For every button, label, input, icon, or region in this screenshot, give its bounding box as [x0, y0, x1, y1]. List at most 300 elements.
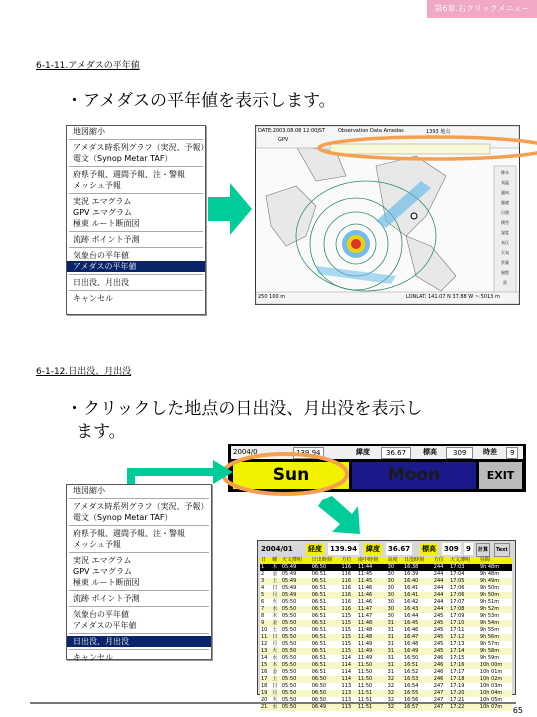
table-cell: 16:45 [403, 620, 419, 626]
table-cell: 16:41 [403, 592, 419, 598]
menu-separator [69, 139, 203, 140]
table-cell: 17:04 [450, 571, 465, 577]
cal-lat-label: 緯度 [366, 545, 380, 553]
table-cell: 30 [387, 585, 395, 591]
table-cell: 16:39 [403, 571, 419, 577]
section1-item[interactable]: GPV エマグラム [73, 208, 132, 217]
table-cell: 10h 03m [479, 683, 503, 689]
section2-item[interactable]: 気象台の平年値 [73, 610, 129, 619]
table-cell: 11:45 [357, 571, 373, 577]
map-side-tab[interactable]: 風向 [501, 190, 509, 195]
table-cell: 05:49 [281, 564, 297, 570]
bar-tz[interactable]: 9 [506, 447, 518, 459]
table-row [260, 634, 512, 641]
table-cell: 9h 54m [479, 620, 500, 626]
menu-separator [69, 590, 209, 591]
table-cell: 247 [433, 697, 444, 703]
table-cell: 05:50 [281, 599, 297, 605]
table-cell: 31 [387, 662, 395, 668]
sun-calendar-window [257, 540, 516, 710]
table-cell: 30 [387, 599, 395, 605]
table-cell: 31 [387, 634, 395, 640]
table-cell: 06:51 [311, 592, 327, 598]
table-cell: 土 [272, 578, 278, 584]
table-cell: 2 [261, 571, 265, 577]
cal-text-button[interactable]: Text [494, 543, 510, 557]
table-row [260, 676, 512, 683]
table-cell: 10 [261, 627, 268, 633]
table-cell: 17:14 [450, 648, 465, 654]
table-cell: 9h 49m [479, 578, 500, 584]
section1-item[interactable]: 極東 ルート断面図 [73, 219, 140, 228]
table-cell: 10h 00m [479, 662, 503, 668]
map-side-tab[interactable]: 雷 [503, 280, 507, 285]
table-cell: 11:51 [357, 697, 373, 703]
footer-rule [30, 702, 516, 704]
table-header-cell: 天文薄明 [449, 557, 479, 564]
table-cell: 115 [341, 648, 352, 654]
table-row [260, 571, 512, 578]
table-cell: 17:20 [450, 690, 465, 696]
table-cell: 05:49 [281, 578, 297, 584]
table-cell: 06:51 [311, 627, 327, 633]
table-header-cell: 日 [260, 557, 271, 564]
section1-item[interactable]: 実況 エマグラム [73, 197, 132, 206]
table-cell: 06:51 [311, 662, 327, 668]
table-cell: 116 [341, 571, 352, 577]
table-cell: 4 [261, 585, 265, 591]
table-cell: 17:06 [450, 585, 465, 591]
bar-tz-label: 時差 [483, 448, 497, 456]
table-cell: 06:51 [311, 669, 327, 675]
table-cell: 114 [341, 676, 352, 682]
table-cell: 11:47 [357, 613, 373, 619]
table-cell: 11:51 [357, 690, 373, 696]
map-scale: 250 100 m [258, 294, 286, 300]
table-row [260, 564, 512, 571]
table-row [260, 606, 512, 613]
chapter-tag: 第6章.右クリックメニュー [427, 0, 537, 18]
table-cell: 14 [261, 655, 268, 661]
table-cell: 115 [341, 634, 352, 640]
map-side-tab[interactable]: 視程 [501, 270, 509, 275]
table-cell: 16:51 [403, 662, 419, 668]
table-cell: 8 [261, 613, 265, 619]
section2-item[interactable]: アメダス時系列グラフ（実況、予報） [73, 502, 209, 511]
table-header-cell: 曜 [271, 557, 281, 564]
table-cell: 火 [272, 697, 278, 703]
table-cell: 日 [272, 683, 278, 689]
table-cell: 11:46 [357, 585, 373, 591]
menu-separator [69, 649, 209, 650]
table-cell: 12 [261, 641, 268, 647]
table-cell: 05:50 [281, 697, 297, 703]
map-side-tab[interactable]: 風速 [501, 200, 509, 205]
table-cell: 水 [272, 704, 278, 710]
table-cell: 05:50 [281, 620, 297, 626]
bar-lat-label: 緯度 [356, 448, 370, 456]
table-cell: 17:17 [450, 669, 465, 675]
table-cell: 16 [261, 669, 268, 675]
table-cell: 245 [433, 634, 444, 640]
table-cell: 06:51 [311, 634, 327, 640]
table-cell: 20 [261, 697, 268, 703]
map-gpv-label[interactable]: GPV [278, 137, 289, 143]
sun-button[interactable]: Sun [233, 462, 349, 489]
bar-lat[interactable]: 36.67 [381, 447, 411, 459]
section-title-1: 6-1-11.アメダスの平年値 [36, 61, 140, 71]
table-cell: 06:51 [311, 641, 327, 647]
table-cell: 05:50 [281, 655, 297, 661]
table-cell: 116 [341, 578, 352, 584]
table-cell: 245 [433, 641, 444, 647]
table-row [260, 578, 512, 585]
table-cell: 244 [433, 564, 444, 570]
table-cell: 06:51 [311, 613, 327, 619]
table-cell: 木 [272, 613, 278, 619]
table-header-cell: 南中時刻 [357, 557, 387, 564]
menu-separator [69, 231, 203, 232]
table-cell: 16:43 [403, 606, 419, 612]
table-cell: 246 [433, 662, 444, 668]
table-cell: 13 [261, 648, 268, 654]
table-cell: 11:49 [357, 655, 373, 661]
table-cell: 9h 55m [479, 627, 500, 633]
table-cell: 17:13 [450, 641, 465, 647]
table-cell: 116 [341, 585, 352, 591]
table-cell: 116 [341, 599, 352, 605]
table-cell: 日 [272, 585, 278, 591]
table-cell: 30 [387, 564, 395, 570]
table-cell: 116 [341, 564, 352, 570]
table-cell: 114 [341, 662, 352, 668]
table-cell: 木 [272, 564, 278, 570]
table-cell: 16:49 [403, 648, 419, 654]
table-cell: 05:49 [281, 571, 297, 577]
menu-separator [69, 193, 203, 194]
table-cell: 6 [261, 599, 265, 605]
table-cell: 245 [433, 627, 444, 633]
table-cell: 16:56 [403, 697, 419, 703]
table-cell: 16:53 [403, 676, 419, 682]
cal-lat[interactable]: 36.67 [388, 545, 411, 553]
table-cell: 31 [387, 669, 395, 675]
section2-item[interactable]: 流跡 ポイント予測 [73, 594, 140, 603]
table-cell: 32 [387, 697, 395, 703]
table-cell: 114 [341, 655, 352, 661]
bar-lon[interactable]: 139.94 [293, 447, 324, 459]
table-cell: 11:46 [357, 599, 373, 605]
table-cell: 246 [433, 676, 444, 682]
section2-item[interactable]: 地図縮小 [73, 486, 105, 495]
context-menu-2 [66, 484, 212, 660]
table-cell: 17:22 [450, 704, 465, 710]
table-cell: 17:03 [450, 564, 465, 570]
table-cell: 113 [341, 704, 352, 710]
table-cell: 11:48 [357, 634, 373, 640]
table-cell: 05:50 [281, 634, 297, 640]
table-cell: 火 [272, 599, 278, 605]
table-cell: 06:51 [311, 599, 327, 605]
map-side-tab[interactable]: 湿度 [501, 230, 509, 235]
table-cell: 05:50 [281, 648, 297, 654]
cal-date: 2004/01 [261, 545, 293, 553]
section2-item[interactable]: アメダスの平年値 [73, 621, 137, 630]
table-cell: 244 [433, 592, 444, 598]
table-cell: 16:52 [403, 669, 419, 675]
map-side-tab[interactable]: 気温 [501, 180, 509, 185]
table-cell: 05:50 [281, 683, 297, 689]
table-row [260, 620, 512, 627]
table-cell: 30 [387, 578, 395, 584]
table-cell: 17:05 [450, 578, 465, 584]
cal-lon-label: 経度 [308, 545, 322, 553]
table-row [260, 669, 512, 676]
table-cell: 05:50 [281, 690, 297, 696]
table-row [260, 627, 512, 634]
table-cell: 18 [261, 683, 268, 689]
table-header-cell: 天文薄明 [281, 557, 311, 564]
cal-tz[interactable]: 9 [466, 545, 471, 553]
table-cell: 11:50 [357, 676, 373, 682]
moon-button[interactable]: Moon [352, 462, 476, 489]
table-cell: 31 [387, 627, 395, 633]
table-cell: 05:50 [281, 662, 297, 668]
table-cell: 9h 56m [479, 634, 500, 640]
table-cell: 06:50 [311, 690, 327, 696]
table-cell: 9h 50m [479, 585, 500, 591]
table-row [260, 613, 512, 620]
table-cell: 245 [433, 620, 444, 626]
table-cell: 11:49 [357, 641, 373, 647]
map-side-tab[interactable]: 気圧 [501, 240, 509, 245]
map-side-tab[interactable]: 積雪 [501, 220, 509, 225]
table-cell: 7 [261, 606, 265, 612]
table-cell: 9h 48m [479, 564, 500, 570]
table-cell: 06:51 [311, 648, 327, 654]
table-cell: 246 [433, 655, 444, 661]
menu-separator [69, 498, 209, 499]
table-cell: 115 [341, 620, 352, 626]
section1-item[interactable]: 府県予報、週間予報、注・警報 [73, 170, 185, 179]
table-cell: 16:48 [403, 641, 419, 647]
table-cell: 9h 57m [479, 641, 500, 647]
map-lonlat: LONLAT: 141.07 N 37.88 W ~.5013 m [406, 294, 500, 300]
table-cell: 17 [261, 676, 268, 682]
table-row [260, 655, 512, 662]
table-cell: 10h 05m [479, 697, 503, 703]
table-header-cell: 日没時刻 [403, 557, 433, 564]
table-cell: 10h 04m [479, 690, 503, 696]
table-cell: 土 [272, 627, 278, 633]
table-row [260, 683, 512, 690]
table-cell: 30 [387, 613, 395, 619]
map-obs-count: 1393 地点 [426, 129, 451, 135]
table-cell: 金 [272, 669, 278, 675]
table-cell: 17:10 [450, 620, 465, 626]
menu-separator [69, 274, 203, 275]
table-cell: 17:11 [450, 627, 465, 633]
section-lead-1: ・アメダスの平年値を表示します。 [66, 91, 336, 111]
table-cell: 金 [272, 571, 278, 577]
table-cell: 115 [341, 627, 352, 633]
table-cell: 11:47 [357, 606, 373, 612]
table-cell: 114 [341, 669, 352, 675]
section1-item[interactable]: キャンセル [73, 294, 113, 303]
bar-date: 2004/0 [233, 448, 258, 456]
table-cell: 17:09 [450, 613, 465, 619]
table-header-cell: 方位 [341, 557, 357, 564]
table-cell: 05:50 [281, 641, 297, 647]
table-cell: 05:50 [281, 669, 297, 675]
table-row [260, 648, 512, 655]
section2-item[interactable]: GPV エマグラム [73, 567, 132, 576]
table-cell: 244 [433, 599, 444, 605]
table-cell: 247 [433, 690, 444, 696]
table-cell: 06:50 [311, 564, 327, 570]
table-cell: 9h 58m [479, 648, 500, 654]
table-cell: 05:49 [281, 592, 297, 598]
table-cell: 05:49 [281, 585, 297, 591]
table-cell: 11:48 [357, 620, 373, 626]
table-cell: 9h 52m [479, 606, 500, 612]
section1-item[interactable]: 流跡 ポイント予測 [73, 235, 140, 244]
table-cell: 月 [272, 592, 278, 598]
table-cell: 月 [272, 641, 278, 647]
table-cell: 31 [387, 655, 395, 661]
section2-item[interactable]: 日出没、月出没 [67, 636, 211, 647]
table-cell: 30 [387, 606, 395, 612]
table-cell: 17:15 [450, 655, 465, 661]
table-cell: 9 [261, 620, 265, 626]
map-side-tab[interactable]: 雲量 [501, 260, 509, 265]
table-cell: 116 [341, 592, 352, 598]
table-cell: 16:46 [403, 627, 419, 633]
table-cell: 31 [387, 648, 395, 654]
section1-item[interactable]: 電文（Synop Metar TAF） [73, 154, 173, 163]
section1-item[interactable]: 地図縮小 [73, 127, 105, 136]
sun-table [260, 557, 512, 711]
section2-item[interactable]: キャンセル [73, 653, 113, 662]
table-cell: 05:50 [281, 676, 297, 682]
table-cell: 06:50 [311, 697, 327, 703]
table-cell: 17:08 [450, 606, 465, 612]
table-cell: 11:49 [357, 648, 373, 654]
cal-lon[interactable]: 139.94 [330, 545, 358, 553]
exit-button[interactable]: EXIT [479, 462, 522, 489]
table-cell: 日 [272, 634, 278, 640]
table-row [260, 585, 512, 592]
table-cell: 火 [272, 648, 278, 654]
map-date-label: DATE:2003.08.08 12:00JST [258, 128, 326, 134]
bar-alt-label: 標高 [423, 448, 437, 456]
section1-item[interactable]: メッシュ予報 [73, 181, 121, 190]
table-cell: 31 [387, 641, 395, 647]
table-cell: 05:50 [281, 704, 297, 710]
amedas-map-screenshot [255, 125, 520, 305]
section1-item[interactable]: アメダス時系列グラフ（実況、予報） [73, 143, 209, 152]
table-cell: 19 [261, 690, 268, 696]
menu-separator [69, 633, 209, 634]
section2-item[interactable]: 極東 ルート断面図 [73, 578, 140, 587]
table-cell: 244 [433, 606, 444, 612]
table-cell: 月 [272, 690, 278, 696]
arrow-right-icon [208, 183, 252, 235]
section1-item[interactable]: アメダスの平年値 [67, 261, 205, 272]
section1-item[interactable]: 気象台の平年値 [73, 251, 129, 260]
table-cell: 05:50 [281, 613, 297, 619]
table-cell: 11:50 [357, 669, 373, 675]
map-side-tabs [495, 168, 515, 288]
table-cell: 245 [433, 648, 444, 654]
table-cell: 16:38 [403, 564, 419, 570]
section2-item[interactable]: 実況 エマグラム [73, 556, 132, 565]
table-cell: 244 [433, 578, 444, 584]
section2-item[interactable]: 電文（Synop Metar TAF） [73, 513, 173, 522]
table-cell: 247 [433, 683, 444, 689]
table-cell: 11:51 [357, 704, 373, 710]
map-side-tab[interactable]: 天気 [501, 250, 509, 255]
table-cell: 9h 48m [479, 571, 500, 577]
table-cell: 32 [387, 704, 395, 710]
table-cell: 16:54 [403, 683, 419, 689]
map-side-tab[interactable]: 日照 [501, 210, 509, 215]
table-cell: 9h 51m [479, 599, 500, 605]
table-cell: 16:47 [403, 634, 419, 640]
section-lead-2a: ・クリックした地点の日出没、月出没を表示し [66, 399, 423, 419]
table-cell: 16:44 [403, 613, 419, 619]
bar-alt[interactable]: 309 [446, 447, 473, 459]
table-cell: 32 [387, 690, 395, 696]
section2-item[interactable]: 府県予報、週間予報、注・警報 [73, 529, 185, 538]
map-side-tab[interactable]: 降水 [501, 170, 509, 175]
table-cell: 115 [341, 613, 352, 619]
section-title-2: 6-1-12.日出没、月出没 [36, 367, 132, 377]
table-cell: 32 [387, 676, 395, 682]
table-cell: 21 [261, 704, 268, 710]
table-cell: 116 [341, 606, 352, 612]
table-cell: 11:44 [357, 564, 373, 570]
table-cell: 06:49 [311, 704, 327, 710]
map-obs-label: Observation Data Amedas [338, 128, 404, 134]
menu-separator [69, 525, 209, 526]
table-cell: 06:51 [311, 655, 327, 661]
table-cell: 11:45 [357, 578, 373, 584]
table-cell: 10h 02m [479, 676, 503, 682]
table-cell: 06:51 [311, 571, 327, 577]
table-cell: 9h 50m [479, 592, 500, 598]
table-cell: 246 [433, 669, 444, 675]
table-cell: 30 [387, 571, 395, 577]
table-cell: 115 [341, 641, 352, 647]
section1-item[interactable]: 日出没、月出没 [73, 278, 129, 287]
table-cell: 30 [387, 592, 395, 598]
table-cell: 11 [261, 634, 268, 640]
table-row [260, 662, 512, 669]
table-cell: 金 [272, 620, 278, 626]
menu-separator [69, 552, 209, 553]
menu-separator [69, 247, 203, 248]
cal-calc-button[interactable]: 計算 [476, 543, 490, 557]
menu-separator [69, 166, 203, 167]
table-cell: 16:40 [403, 578, 419, 584]
menu-separator [69, 606, 209, 607]
table-cell: 31 [387, 620, 395, 626]
table-cell: 水 [272, 655, 278, 661]
table-cell: 32 [387, 683, 395, 689]
section2-item[interactable]: メッシュ予報 [73, 540, 121, 549]
cal-alt[interactable]: 309 [444, 545, 459, 553]
